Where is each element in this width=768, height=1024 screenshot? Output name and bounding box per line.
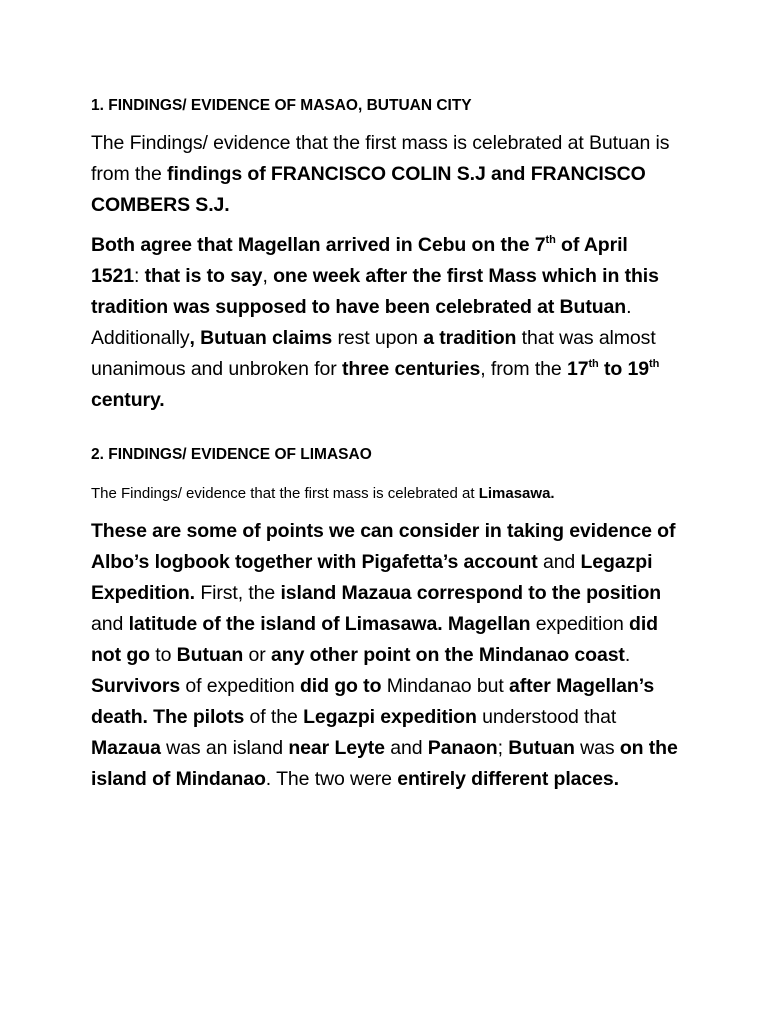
bold-text: Panaon	[427, 737, 498, 759]
body-text: understood that	[476, 706, 617, 728]
body-text: :	[133, 265, 145, 287]
bold-text: of April 1521	[91, 234, 628, 287]
section-2-paragraph-1	[91, 483, 678, 505]
bold-text: Legazpi expedition	[303, 706, 477, 728]
bold-text: did go to	[299, 675, 382, 697]
superscript-text: th	[588, 358, 599, 370]
bold-text: Mazaua	[91, 737, 161, 759]
bold-text: any other point on the Mindanao coast	[271, 644, 625, 666]
body-text: ;	[497, 737, 509, 759]
body-text: The Findings/ evidence that the first mass is celebrated at	[91, 485, 479, 502]
bold-text: Butuan	[176, 644, 244, 666]
bold-text: Survivors	[91, 675, 181, 697]
bold-text: findings of FRANCISCO COLIN S.J and FRANCISCO COMBERS S.J.	[91, 163, 646, 216]
body-text: was an island	[160, 737, 289, 759]
body-text: , from the	[480, 358, 567, 380]
bold-text: entirely different places.	[397, 768, 619, 790]
bold-text: Legazpi Expedition.	[91, 551, 653, 604]
bold-text: a tradition	[423, 327, 517, 349]
body-text: The Findings/ evidence that the first mass is celebrated at Butuan is from the	[91, 132, 670, 185]
section-1-heading: 1. FINDINGS/ EVIDENCE OF MASAO, BUTUAN CITY	[91, 97, 472, 114]
superscript-text: th	[545, 234, 556, 246]
body-text: was	[574, 737, 620, 759]
bold-text: Butuan	[508, 737, 575, 759]
body-text: rest upon	[332, 327, 424, 349]
bold-text: Both agree that Magellan arrived in Cebu on the 7	[91, 234, 546, 256]
body-text: of the	[244, 706, 304, 728]
bold-text: three centuries	[341, 358, 481, 380]
section-1-paragraph-2	[91, 230, 678, 416]
superscript-text: th	[649, 358, 660, 370]
body-text: expedition	[530, 613, 630, 635]
bold-text: that is to say	[144, 265, 263, 287]
body-text: and	[91, 613, 129, 635]
bold-text: , Butuan claims	[189, 327, 333, 349]
bold-text: after Magellan’s death. The pilots	[91, 675, 655, 728]
body-text: ,	[262, 265, 274, 287]
bold-text: latitude of the island of Limasawa. Magellan	[128, 613, 531, 635]
body-text: Mindanao but	[381, 675, 509, 697]
body-text: . Additionally	[91, 296, 632, 349]
body-text: or	[243, 644, 272, 666]
bold-text: island Mazaua correspond to the position	[280, 582, 662, 604]
body-text: and	[384, 737, 428, 759]
section-1-paragraph-1	[91, 128, 678, 221]
bold-text: 17	[566, 358, 589, 380]
bold-text: near Leyte	[288, 737, 385, 759]
body-text: First, the	[195, 582, 281, 604]
bold-text: century.	[91, 389, 165, 411]
body-text: and	[537, 551, 581, 573]
bold-text: did not go	[91, 613, 658, 666]
bold-text: one week after the first Mass which in this tradition was supposed to have been celebrated at Butuan	[91, 265, 659, 318]
bold-text: These are some of points we can consider in taking evidence of Albo’s logbook together with Pigafetta’s account	[91, 520, 676, 573]
superscript	[546, 234, 556, 246]
section-2-heading: 2. FINDINGS/ EVIDENCE OF LIMASAO	[91, 446, 372, 463]
section-2-paragraph-2	[91, 516, 678, 795]
superscript	[649, 358, 659, 370]
body-text: to	[149, 644, 177, 666]
bold-text: on the island of Mindanao	[91, 737, 678, 790]
body-text: . The two were	[265, 768, 398, 790]
body-text: .	[624, 644, 631, 666]
superscript	[588, 358, 598, 370]
bold-text: to 19	[598, 358, 650, 380]
body-text: of expedition	[180, 675, 300, 697]
bold-text: Limasawa.	[478, 485, 555, 502]
body-text: that was almost unanimous and unbroken for	[91, 327, 656, 380]
